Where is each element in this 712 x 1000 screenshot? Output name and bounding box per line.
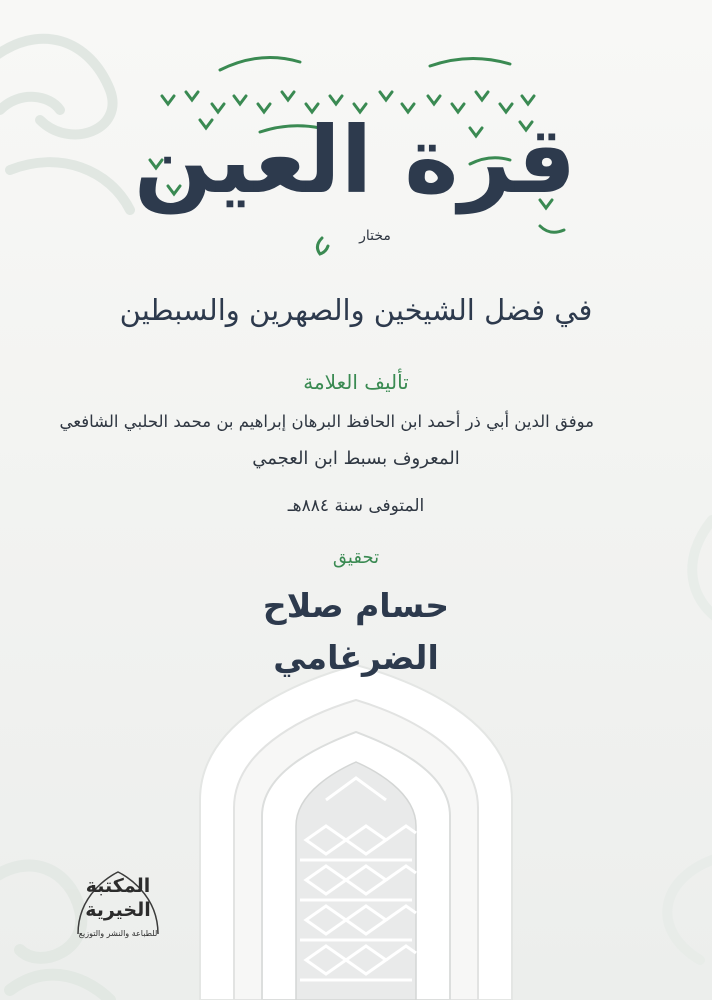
author-name: موفق الدين أبي ذر أحمد ابن الحافظ البرهان إبراهيم بن محمد الحلبي الشافعي xyxy=(59,412,594,431)
publisher-name: المكتبة الخيرية xyxy=(85,875,151,921)
title-prefix: مختار xyxy=(359,228,391,244)
editor-name: حسام صلاح الضرغامي xyxy=(262,586,450,677)
corner-flourish-right xyxy=(667,520,712,960)
author-label: تأليف العلامة xyxy=(303,370,409,394)
arch-window xyxy=(200,665,512,1000)
book-subtitle: في فضل الشيخين والصهرين والسبطين xyxy=(119,293,593,327)
author-death-year: المتوفى سنة ٨٨٤هـ xyxy=(287,496,425,516)
publisher-tagline: للطباعة والنشر والتوزيع xyxy=(78,929,158,938)
author-known-as: المعروف بسبط ابن العجمي xyxy=(252,448,460,469)
corner-flourish-top-left xyxy=(0,39,130,210)
book-title: قرة العين xyxy=(133,107,577,214)
editor-label: تحقيق xyxy=(332,547,380,568)
publisher-logo xyxy=(70,868,166,938)
